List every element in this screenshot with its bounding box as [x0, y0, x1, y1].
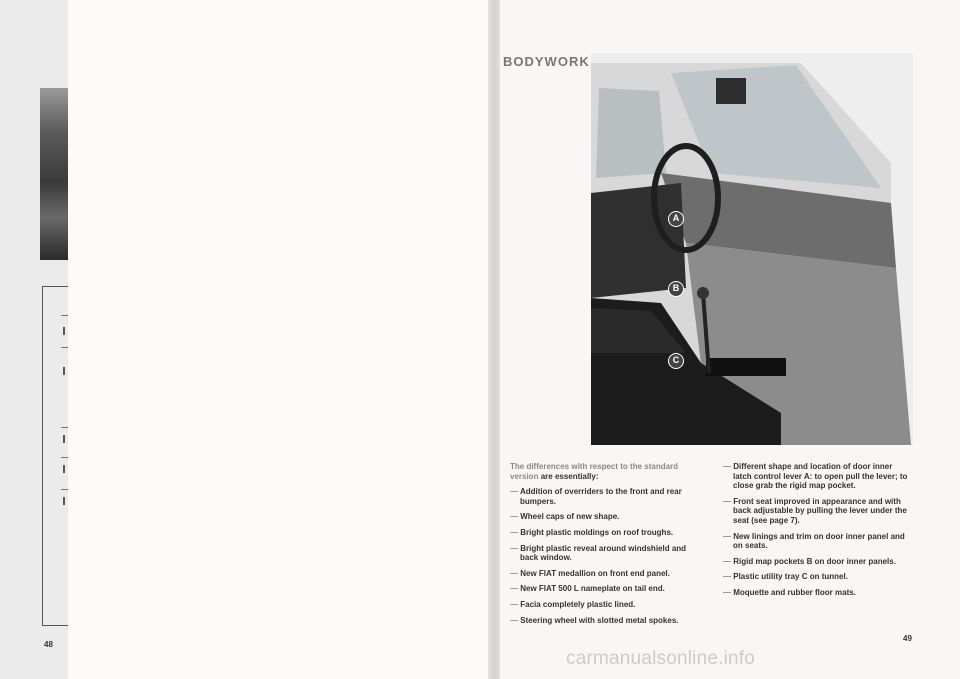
list-item-text: Steering wheel with slotted metal spokes.	[520, 615, 679, 625]
list-item-text: New linings and trim on door inner panel and on seats.	[733, 531, 905, 551]
list-item-text: Addition of overriders to the front and rear bumpers.	[519, 487, 682, 506]
list-item: — Different shape and location of door inner latch control lever A: to open pull the lever; to close grab the rigid map pocket.	[723, 462, 908, 491]
watermark: carmanualsonline.info	[566, 648, 756, 669]
left-page-body	[68, 0, 492, 679]
list-item-text: Bright plastic moldings on roof troughs.	[520, 527, 674, 537]
differences-list-left	[510, 462, 702, 631]
list-item: — Plastic utility tray C on tunnel.	[723, 572, 848, 582]
list-item: — New FIAT 500 L nameplate on tail end.	[510, 584, 665, 594]
list-item-text: Rigid map pockets B on door inner panels.	[733, 556, 896, 566]
intro-text	[510, 462, 702, 481]
page-number-left: 48	[44, 640, 53, 649]
table-glyph	[63, 465, 65, 473]
table-glyph	[63, 367, 65, 375]
left-table-fragment	[42, 286, 68, 626]
table-glyph	[63, 497, 65, 505]
list-item-text: New FIAT 500 L nameplate on tail end.	[520, 584, 665, 594]
marker-a: A	[668, 211, 684, 227]
left-photo-fragment	[40, 88, 68, 260]
page-number-right: 49	[903, 634, 912, 643]
marker-b: B	[668, 281, 684, 297]
list-item-text: New FIAT medallion on front end panel.	[520, 568, 670, 578]
list-item: — Rigid map pockets B on door inner panels.	[723, 556, 896, 566]
interior-illustration	[591, 53, 913, 445]
table-glyph	[63, 435, 65, 443]
list-item-text: Facia completely plastic lined.	[520, 599, 636, 609]
list-item: — Moquette and rubber floor mats.	[723, 587, 856, 597]
list-item-text: Front seat improved in appearance and with back adjustable by pulling the lever under the seat (see page 7).	[733, 496, 907, 525]
list-item: — Bright plastic moldings on roof troughs.	[510, 527, 674, 537]
list-item: — New linings and trim on door inner panel and on seats.	[723, 531, 905, 551]
list-item-text: Bright plastic reveal around windshield and back window.	[520, 543, 687, 563]
list-item: — Front seat improved in appearance and with back adjustable by pulling the lever under the seat (see page 7).	[723, 496, 907, 525]
list-item-text: Wheel caps of new shape.	[520, 512, 620, 522]
list-item: — Addition of overriders to the front and rear bumpers.	[510, 487, 682, 506]
list-item: — Wheel caps of new shape.	[510, 512, 620, 522]
list-item: — Facia completely plastic lined.	[510, 599, 636, 609]
marker-c: C	[668, 353, 684, 369]
table-glyph	[63, 327, 65, 335]
list-item: — New FIAT medallion on front end panel.	[510, 568, 670, 578]
list-item: — Bright plastic reveal around windshield and back window.	[510, 543, 687, 563]
list-item: — Steering wheel with slotted metal spokes.	[510, 615, 679, 625]
list-item-text: Plastic utility tray C on tunnel.	[733, 572, 848, 582]
list-item-text: Different shape and location of door inner latch control lever A: to open pull the lever; to close grab the rigid map pocket.	[733, 462, 908, 491]
car-interior-photo	[591, 53, 913, 445]
intro-part2: are essentially:	[540, 471, 599, 481]
list-item-text: Moquette and rubber floor mats.	[733, 587, 856, 597]
intro-part1: The differences with respect to the standard version	[510, 462, 679, 481]
differences-list-right	[723, 462, 913, 604]
section-title: BODYWORK	[503, 54, 590, 69]
